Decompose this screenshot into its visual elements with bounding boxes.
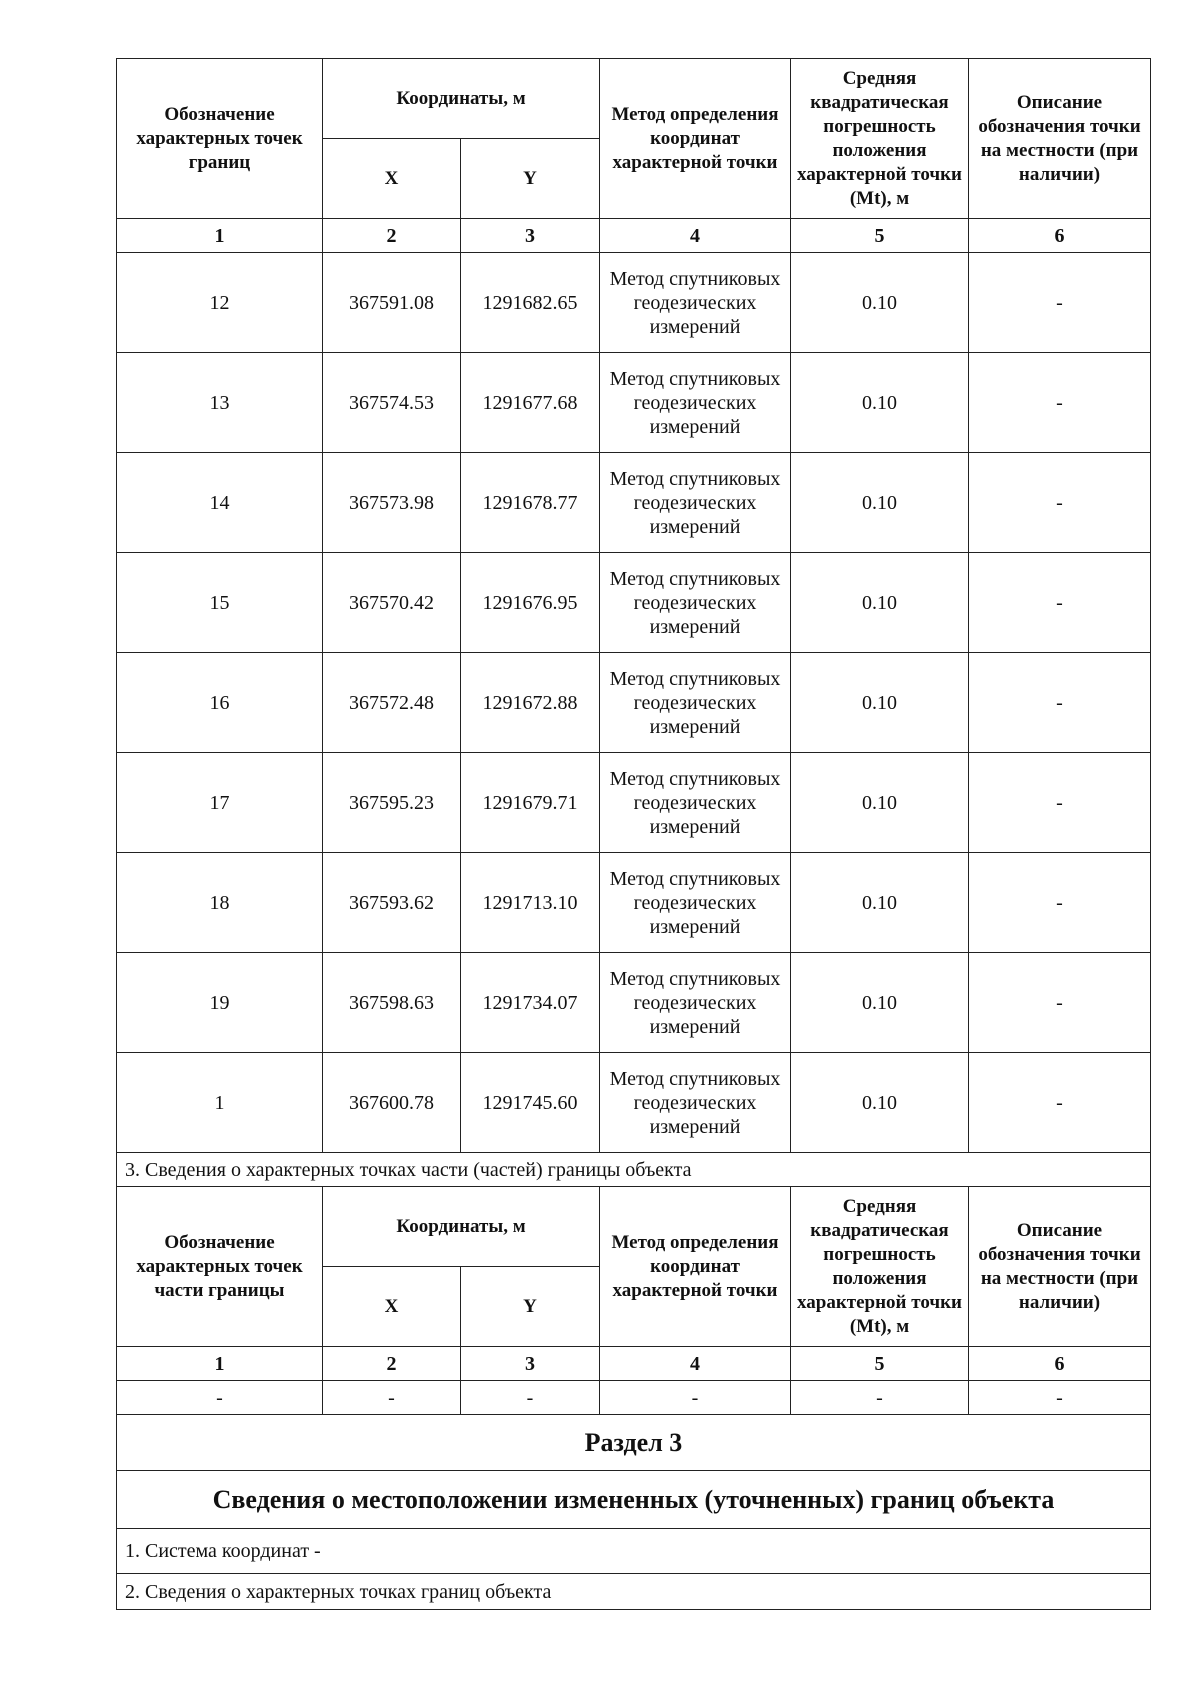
header-designation: Обозначение характерных точек границ — [117, 59, 323, 219]
header-description: Описание обозначения точки на местности (при наличии) — [969, 59, 1151, 219]
description-cell: - — [969, 253, 1151, 353]
header-error: Средняя квадратическая погрешность положения характерной точки (Mt), м — [791, 59, 969, 219]
y-coordinate-cell: 1291734.07 — [461, 953, 600, 1053]
empty-cell: - — [600, 1381, 791, 1415]
header-y: Y — [461, 139, 600, 219]
point-cell: 15 — [117, 553, 323, 653]
method-cell: Метод спутниковых геодезических измерений — [600, 853, 791, 953]
description-cell: - — [969, 353, 1151, 453]
method-cell: Метод спутниковых геодезических измерений — [600, 753, 791, 853]
y-coordinate-cell: 1291672.88 — [461, 653, 600, 753]
description-cell: - — [969, 953, 1151, 1053]
error-cell: 0.10 — [791, 953, 969, 1053]
method-cell: Метод спутниковых геодезических измерений — [600, 253, 791, 353]
description-cell: - — [969, 453, 1151, 553]
point-cell: 13 — [117, 353, 323, 453]
y-coordinate-cell: 1291745.60 — [461, 1053, 600, 1153]
description-cell: - — [969, 1053, 1151, 1153]
coordinates-table — [116, 58, 1151, 1610]
table-row — [117, 1053, 1151, 1153]
empty-cell: - — [461, 1381, 600, 1415]
column-number: 1 — [117, 219, 323, 253]
header-description: Описание обозначения точки на местности (при наличии) — [969, 1187, 1151, 1347]
column-number: 3 — [461, 1347, 600, 1381]
header-coordinates: Координаты, м — [323, 1187, 600, 1267]
description-cell: - — [969, 553, 1151, 653]
x-coordinate-cell: 367598.63 — [323, 953, 461, 1053]
empty-cell: - — [117, 1381, 323, 1415]
part-section-title: 3. Сведения о характерных точках части (частей) границы объекта — [117, 1153, 1151, 1187]
point-cell: 17 — [117, 753, 323, 853]
x-coordinate-cell: 367593.62 — [323, 853, 461, 953]
header-designation-part: Обозначение характерных точек части границы — [117, 1187, 323, 1347]
point-cell: 16 — [117, 653, 323, 753]
empty-cell: - — [323, 1381, 461, 1415]
column-number: 4 — [600, 219, 791, 253]
method-cell: Метод спутниковых геодезических измерений — [600, 1053, 791, 1153]
method-cell: Метод спутниковых геодезических измерений — [600, 453, 791, 553]
column-number: 2 — [323, 219, 461, 253]
point-cell: 12 — [117, 253, 323, 353]
point-cell: 18 — [117, 853, 323, 953]
x-coordinate-cell: 367572.48 — [323, 653, 461, 753]
empty-cell: - — [791, 1381, 969, 1415]
method-cell: Метод спутниковых геодезических измерений — [600, 653, 791, 753]
table-row — [117, 953, 1151, 1053]
description-cell: - — [969, 853, 1151, 953]
table-row — [117, 753, 1151, 853]
point-cell: 14 — [117, 453, 323, 553]
section-heading: Раздел 3 — [117, 1415, 1151, 1471]
column-number: 1 — [117, 1347, 323, 1381]
y-coordinate-cell: 1291676.95 — [461, 553, 600, 653]
table-body — [117, 253, 1151, 1153]
point-cell: 19 — [117, 953, 323, 1053]
column-number: 6 — [969, 219, 1151, 253]
error-cell: 0.10 — [791, 353, 969, 453]
header-method: Метод определения координат характерной точки — [600, 59, 791, 219]
y-coordinate-cell: 1291682.65 — [461, 253, 600, 353]
y-coordinate-cell: 1291713.10 — [461, 853, 600, 953]
empty-cell: - — [969, 1381, 1151, 1415]
header-error: Средняя квадратическая погрешность положения характерной точки (Mt), м — [791, 1187, 969, 1347]
error-cell: 0.10 — [791, 453, 969, 553]
x-coordinate-cell: 367570.42 — [323, 553, 461, 653]
table-row — [117, 653, 1151, 753]
method-cell: Метод спутниковых геодезических измерений — [600, 553, 791, 653]
x-coordinate-cell: 367573.98 — [323, 453, 461, 553]
description-cell: - — [969, 653, 1151, 753]
table-row — [117, 353, 1151, 453]
y-coordinate-cell: 1291678.77 — [461, 453, 600, 553]
x-coordinate-cell: 367574.53 — [323, 353, 461, 453]
y-coordinate-cell: 1291677.68 — [461, 353, 600, 453]
x-coordinate-cell: 367600.78 — [323, 1053, 461, 1153]
error-cell: 0.10 — [791, 853, 969, 953]
column-number: 3 — [461, 219, 600, 253]
column-number: 5 — [791, 1347, 969, 1381]
x-coordinate-cell: 367591.08 — [323, 253, 461, 353]
x-coordinate-cell: 367595.23 — [323, 753, 461, 853]
table-row — [117, 253, 1151, 353]
boundary-points-line: 2. Сведения о характерных точках границ объекта — [117, 1574, 1151, 1610]
coordinate-system-line: 1. Система координат - — [117, 1529, 1151, 1574]
error-cell: 0.10 — [791, 553, 969, 653]
error-cell: 0.10 — [791, 753, 969, 853]
column-number: 6 — [969, 1347, 1151, 1381]
column-number: 5 — [791, 219, 969, 253]
section-subheading: Сведения о местоположении измененных (уточненных) границ объекта — [117, 1471, 1151, 1529]
header-y: Y — [461, 1267, 600, 1347]
error-cell: 0.10 — [791, 1053, 969, 1153]
y-coordinate-cell: 1291679.71 — [461, 753, 600, 853]
column-number: 4 — [600, 1347, 791, 1381]
table-row — [117, 553, 1151, 653]
table-row — [117, 853, 1151, 953]
error-cell: 0.10 — [791, 653, 969, 753]
description-cell: - — [969, 753, 1151, 853]
method-cell: Метод спутниковых геодезических измерений — [600, 953, 791, 1053]
header-coordinates: Координаты, м — [323, 59, 600, 139]
error-cell: 0.10 — [791, 253, 969, 353]
method-cell: Метод спутниковых геодезических измерений — [600, 353, 791, 453]
column-number: 2 — [323, 1347, 461, 1381]
header-x: X — [323, 139, 461, 219]
point-cell: 1 — [117, 1053, 323, 1153]
header-method: Метод определения координат характерной точки — [600, 1187, 791, 1347]
table-row — [117, 453, 1151, 553]
header-x: X — [323, 1267, 461, 1347]
